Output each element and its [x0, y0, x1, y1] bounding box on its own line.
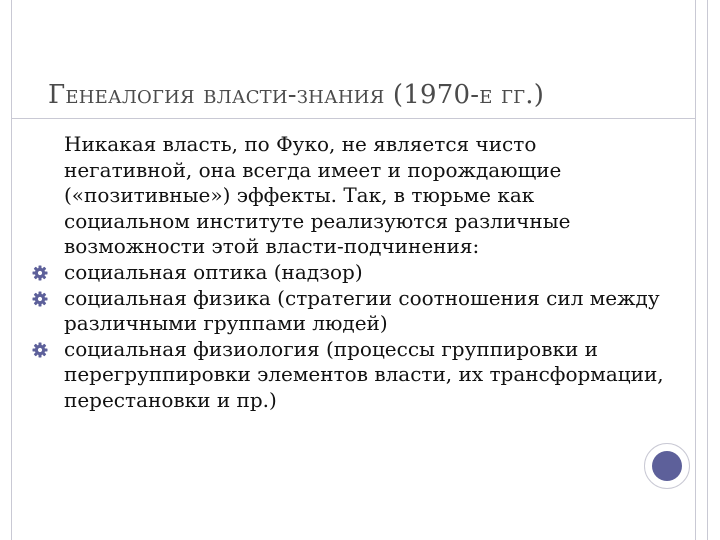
bullet-text: социальная физика (стратегии соотношения сил между различными группами людей) — [64, 285, 660, 336]
slide-title: Генеалогия власти-знания (1970-е гг.) — [48, 80, 545, 110]
bullet-list — [64, 260, 664, 414]
bullet-item — [64, 337, 664, 414]
gear-icon — [32, 265, 48, 281]
title-divider — [12, 118, 695, 119]
frame-right-rule — [695, 0, 696, 540]
bullet-item — [64, 286, 664, 337]
slide-corner-ornament — [644, 443, 690, 489]
intro-paragraph: Никакая власть, по Фуко, не является чисто негативной, она всегда имеет и порождающие («позитивные») эффекты. Так, в тюрьме как социальном институте реализуются различные возможности этой власти-подчинения: — [64, 132, 571, 259]
frame-right-outer-rule — [707, 0, 708, 540]
bullet-item — [64, 260, 664, 286]
frame-left-rule — [11, 0, 12, 540]
bullet-text: социальная оптика (надзор) — [64, 259, 363, 284]
gear-icon — [32, 291, 48, 307]
slide-body — [64, 132, 664, 414]
bullet-text: социальная физиология (процессы группировки и перегруппировки элементов власти, их трансформации, перестановки и пр.) — [64, 336, 664, 412]
gear-icon — [32, 342, 48, 358]
ornament-dot — [652, 451, 682, 481]
